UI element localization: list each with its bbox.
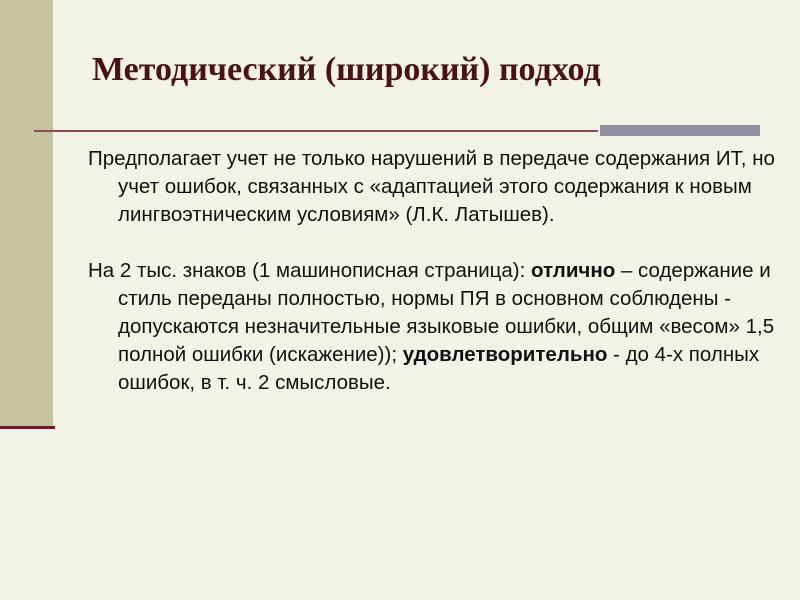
grade-excellent-term: отлично — [531, 259, 616, 282]
paragraph-grading-criteria — [88, 257, 778, 397]
grade-satisfactory-description: - до 4-х полных ошибок, в т. ч. 2 смысловые. — [118, 343, 760, 394]
decorative-side-bar — [0, 0, 53, 428]
side-bar-underline — [0, 426, 55, 429]
paragraph-definition: Предполагает учет не только нарушений в передаче содержания ИТ, но учет ошибок, связанных с «адаптацией этого содержания к новым лингвоэтническим условиям» (Л.К. Латышев). — [88, 147, 775, 226]
grade-satisfactory-term: удовлетворительно — [402, 343, 608, 366]
grade-excellent-description: – содержание и стиль переданы полностью, нормы ПЯ в основном соблюдены - допускаются незначительные языковые ошибки, общим «весом» 1,5 полной ошибки (искажение)); — [118, 259, 775, 366]
slide-content — [88, 145, 778, 397]
grading-intro: На 2 тыс. знаков (1 машинописная страница): — [88, 259, 532, 282]
title-divider-line — [34, 130, 598, 132]
slide-title: Методический (широкий) подход — [92, 51, 601, 88]
title-divider-block — [600, 125, 760, 136]
